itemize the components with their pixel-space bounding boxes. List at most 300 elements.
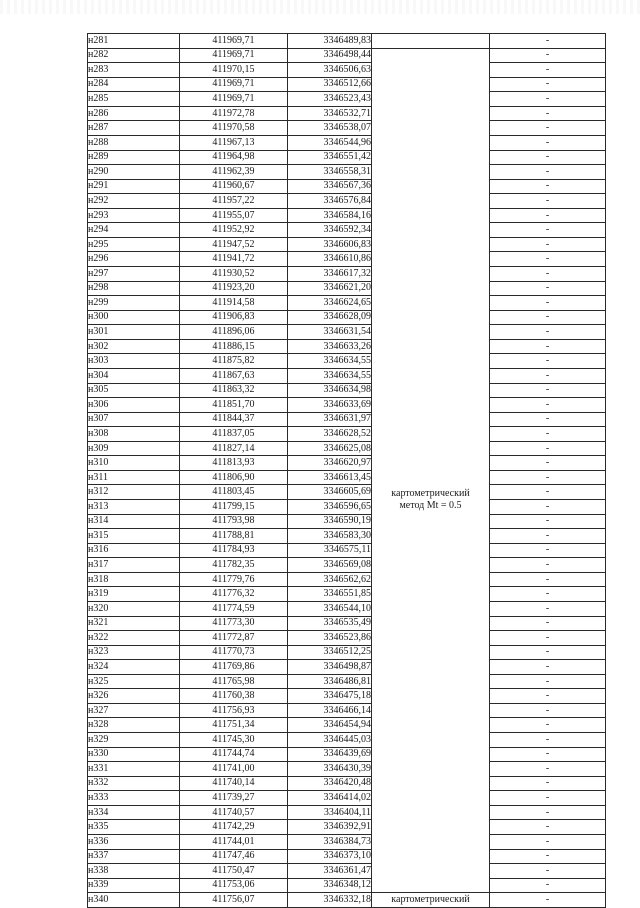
dash-cell: - bbox=[490, 820, 606, 835]
table-row bbox=[88, 92, 606, 107]
table-row bbox=[88, 325, 606, 340]
point-id-cell: н284 bbox=[88, 77, 180, 92]
dash-cell: - bbox=[490, 878, 606, 893]
dash-cell: - bbox=[490, 893, 606, 908]
y-coordinate-cell: 3346583,30 bbox=[288, 529, 372, 544]
dash-cell: - bbox=[490, 77, 606, 92]
point-id-cell: н336 bbox=[88, 834, 180, 849]
dash-cell: - bbox=[490, 383, 606, 398]
point-id-cell: н339 bbox=[88, 878, 180, 893]
dash-cell: - bbox=[490, 805, 606, 820]
point-id-cell: н291 bbox=[88, 179, 180, 194]
table-row bbox=[88, 776, 606, 791]
y-coordinate-cell: 3346348,12 bbox=[288, 878, 372, 893]
point-id-cell: н283 bbox=[88, 63, 180, 78]
point-id-cell: н308 bbox=[88, 427, 180, 442]
x-coordinate-cell: 411799,15 bbox=[180, 500, 288, 515]
y-coordinate-cell: 3346498,44 bbox=[288, 48, 372, 63]
table-row bbox=[88, 587, 606, 602]
point-id-cell: н303 bbox=[88, 354, 180, 369]
point-id-cell: н326 bbox=[88, 689, 180, 704]
dash-cell: - bbox=[490, 92, 606, 107]
y-coordinate-cell: 3346633,69 bbox=[288, 398, 372, 413]
table-row bbox=[88, 296, 606, 311]
table-row bbox=[88, 660, 606, 675]
table-row bbox=[88, 456, 606, 471]
point-id-cell: н289 bbox=[88, 150, 180, 165]
table-row bbox=[88, 864, 606, 879]
y-coordinate-cell: 3346439,69 bbox=[288, 747, 372, 762]
table-row bbox=[88, 689, 606, 704]
table-row bbox=[88, 281, 606, 296]
point-id-cell: н305 bbox=[88, 383, 180, 398]
x-coordinate-cell: 411941,72 bbox=[180, 252, 288, 267]
y-coordinate-cell: 3346617,32 bbox=[288, 267, 372, 282]
y-coordinate-cell: 3346384,73 bbox=[288, 834, 372, 849]
table-row bbox=[88, 34, 606, 49]
point-id-cell: н298 bbox=[88, 281, 180, 296]
y-coordinate-cell: 3346634,55 bbox=[288, 354, 372, 369]
table-row bbox=[88, 63, 606, 78]
x-coordinate-cell: 411851,70 bbox=[180, 398, 288, 413]
table-row bbox=[88, 237, 606, 252]
x-coordinate-cell: 411970,15 bbox=[180, 63, 288, 78]
y-coordinate-cell: 3346475,18 bbox=[288, 689, 372, 704]
table-row bbox=[88, 223, 606, 238]
point-id-cell: н304 bbox=[88, 368, 180, 383]
y-coordinate-cell: 3346567,36 bbox=[288, 179, 372, 194]
x-coordinate-cell: 411930,52 bbox=[180, 267, 288, 282]
table-row bbox=[88, 368, 606, 383]
table-row bbox=[88, 514, 606, 529]
dash-cell: - bbox=[490, 834, 606, 849]
y-coordinate-cell: 3346628,52 bbox=[288, 427, 372, 442]
y-coordinate-cell: 3346624,65 bbox=[288, 296, 372, 311]
table-row bbox=[88, 135, 606, 150]
point-id-cell: н330 bbox=[88, 747, 180, 762]
point-id-cell: н327 bbox=[88, 703, 180, 718]
table-row bbox=[88, 165, 606, 180]
table-row bbox=[88, 543, 606, 558]
table-row bbox=[88, 427, 606, 442]
x-coordinate-cell: 411923,20 bbox=[180, 281, 288, 296]
dash-cell: - bbox=[490, 762, 606, 777]
y-coordinate-cell: 3346625,08 bbox=[288, 441, 372, 456]
y-coordinate-cell: 3346551,42 bbox=[288, 150, 372, 165]
x-coordinate-cell: 411770,73 bbox=[180, 645, 288, 660]
dash-cell: - bbox=[490, 208, 606, 223]
x-coordinate-cell: 411967,13 bbox=[180, 135, 288, 150]
y-coordinate-cell: 3346489,83 bbox=[288, 34, 372, 49]
x-coordinate-cell: 411803,45 bbox=[180, 485, 288, 500]
x-coordinate-cell: 411969,71 bbox=[180, 92, 288, 107]
point-id-cell: н306 bbox=[88, 398, 180, 413]
dash-cell: - bbox=[490, 368, 606, 383]
y-coordinate-cell: 3346562,62 bbox=[288, 572, 372, 587]
y-coordinate-cell: 3346361,47 bbox=[288, 864, 372, 879]
table-row bbox=[88, 267, 606, 282]
y-coordinate-cell: 3346506,63 bbox=[288, 63, 372, 78]
table-row bbox=[88, 106, 606, 121]
dash-cell: - bbox=[490, 252, 606, 267]
y-coordinate-cell: 3346631,97 bbox=[288, 412, 372, 427]
x-coordinate-cell: 411751,34 bbox=[180, 718, 288, 733]
point-id-cell: н281 bbox=[88, 34, 180, 49]
point-id-cell: н335 bbox=[88, 820, 180, 835]
point-id-cell: н317 bbox=[88, 558, 180, 573]
method-line-2: метод Mt = 0.5 bbox=[399, 500, 462, 512]
dash-cell: - bbox=[490, 354, 606, 369]
point-id-cell: н312 bbox=[88, 485, 180, 500]
x-coordinate-cell: 411960,67 bbox=[180, 179, 288, 194]
x-coordinate-cell: 411957,22 bbox=[180, 194, 288, 209]
point-id-cell: н294 bbox=[88, 223, 180, 238]
x-coordinate-cell: 411779,76 bbox=[180, 572, 288, 587]
y-coordinate-cell: 3346454,94 bbox=[288, 718, 372, 733]
y-coordinate-cell: 3346621,20 bbox=[288, 281, 372, 296]
table-row bbox=[88, 805, 606, 820]
y-coordinate-cell: 3346466,14 bbox=[288, 703, 372, 718]
table-row bbox=[88, 834, 606, 849]
x-coordinate-cell: 411739,27 bbox=[180, 791, 288, 806]
y-coordinate-cell: 3346373,10 bbox=[288, 849, 372, 864]
x-coordinate-cell: 411772,87 bbox=[180, 631, 288, 646]
table-row bbox=[88, 820, 606, 835]
x-coordinate-cell: 411750,47 bbox=[180, 864, 288, 879]
point-id-cell: н301 bbox=[88, 325, 180, 340]
point-id-cell: н322 bbox=[88, 631, 180, 646]
x-coordinate-cell: 411886,15 bbox=[180, 339, 288, 354]
point-id-cell: н288 bbox=[88, 135, 180, 150]
y-coordinate-cell: 3346523,86 bbox=[288, 631, 372, 646]
point-id-cell: н300 bbox=[88, 310, 180, 325]
point-id-cell: н299 bbox=[88, 296, 180, 311]
x-coordinate-cell: 411896,06 bbox=[180, 325, 288, 340]
dash-cell: - bbox=[490, 529, 606, 544]
table-row bbox=[88, 470, 606, 485]
y-coordinate-cell: 3346551,85 bbox=[288, 587, 372, 602]
dash-cell: - bbox=[490, 179, 606, 194]
dash-cell: - bbox=[490, 543, 606, 558]
point-id-cell: н316 bbox=[88, 543, 180, 558]
x-coordinate-cell: 411753,06 bbox=[180, 878, 288, 893]
x-coordinate-cell: 411740,57 bbox=[180, 805, 288, 820]
dash-cell: - bbox=[490, 106, 606, 121]
table-row bbox=[88, 893, 606, 908]
y-coordinate-cell: 3346512,66 bbox=[288, 77, 372, 92]
point-id-cell: н315 bbox=[88, 529, 180, 544]
x-coordinate-cell: 411806,90 bbox=[180, 470, 288, 485]
point-id-cell: н332 bbox=[88, 776, 180, 791]
dash-cell: - bbox=[490, 441, 606, 456]
table-row bbox=[88, 354, 606, 369]
dash-cell: - bbox=[490, 660, 606, 675]
y-coordinate-cell: 3346610,86 bbox=[288, 252, 372, 267]
point-id-cell: н282 bbox=[88, 48, 180, 63]
table-row bbox=[88, 150, 606, 165]
y-coordinate-cell: 3346576,84 bbox=[288, 194, 372, 209]
dash-cell: - bbox=[490, 456, 606, 471]
y-coordinate-cell: 3346420,48 bbox=[288, 776, 372, 791]
y-coordinate-cell: 3346512,25 bbox=[288, 645, 372, 660]
y-coordinate-cell: 3346575,11 bbox=[288, 543, 372, 558]
method-cell-last: картометрический bbox=[372, 893, 490, 908]
x-coordinate-cell: 411906,83 bbox=[180, 310, 288, 325]
dash-cell: - bbox=[490, 689, 606, 704]
x-coordinate-cell: 411813,93 bbox=[180, 456, 288, 471]
x-coordinate-cell: 411765,98 bbox=[180, 674, 288, 689]
dash-cell: - bbox=[490, 558, 606, 573]
table-row bbox=[88, 529, 606, 544]
x-coordinate-cell: 411955,07 bbox=[180, 208, 288, 223]
table-row bbox=[88, 500, 606, 515]
point-id-cell: н323 bbox=[88, 645, 180, 660]
point-id-cell: н328 bbox=[88, 718, 180, 733]
x-coordinate-cell: 411947,52 bbox=[180, 237, 288, 252]
point-id-cell: н286 bbox=[88, 106, 180, 121]
table-row bbox=[88, 441, 606, 456]
x-coordinate-cell: 411837,05 bbox=[180, 427, 288, 442]
dash-cell: - bbox=[490, 674, 606, 689]
dash-cell: - bbox=[490, 237, 606, 252]
x-coordinate-cell: 411827,14 bbox=[180, 441, 288, 456]
x-coordinate-cell: 411747,46 bbox=[180, 849, 288, 864]
dash-cell: - bbox=[490, 398, 606, 413]
table-row bbox=[88, 762, 606, 777]
table-row bbox=[88, 733, 606, 748]
x-coordinate-cell: 411969,71 bbox=[180, 48, 288, 63]
point-id-cell: н329 bbox=[88, 733, 180, 748]
table-row bbox=[88, 718, 606, 733]
y-coordinate-cell: 3346445,03 bbox=[288, 733, 372, 748]
point-id-cell: н318 bbox=[88, 572, 180, 587]
x-coordinate-cell: 411914,58 bbox=[180, 296, 288, 311]
y-coordinate-cell: 3346606,83 bbox=[288, 237, 372, 252]
point-id-cell: н321 bbox=[88, 616, 180, 631]
dash-cell: - bbox=[490, 849, 606, 864]
point-id-cell: н324 bbox=[88, 660, 180, 675]
y-coordinate-cell: 3346634,55 bbox=[288, 368, 372, 383]
y-coordinate-cell: 3346544,96 bbox=[288, 135, 372, 150]
point-id-cell: н292 bbox=[88, 194, 180, 209]
y-coordinate-cell: 3346613,45 bbox=[288, 470, 372, 485]
table-row bbox=[88, 310, 606, 325]
point-id-cell: н295 bbox=[88, 237, 180, 252]
point-id-cell: н320 bbox=[88, 601, 180, 616]
y-coordinate-cell: 3346498,87 bbox=[288, 660, 372, 675]
dash-cell: - bbox=[490, 325, 606, 340]
y-coordinate-cell: 3346631,54 bbox=[288, 325, 372, 340]
dash-cell: - bbox=[490, 514, 606, 529]
x-coordinate-cell: 411970,58 bbox=[180, 121, 288, 136]
dash-cell: - bbox=[490, 310, 606, 325]
x-coordinate-cell: 411740,14 bbox=[180, 776, 288, 791]
table-row bbox=[88, 572, 606, 587]
table-row bbox=[88, 878, 606, 893]
dash-cell: - bbox=[490, 339, 606, 354]
point-id-cell: н302 bbox=[88, 339, 180, 354]
x-coordinate-cell: 411741,00 bbox=[180, 762, 288, 777]
point-id-cell: н290 bbox=[88, 165, 180, 180]
table-row bbox=[88, 194, 606, 209]
point-id-cell: н287 bbox=[88, 121, 180, 136]
table-row bbox=[88, 645, 606, 660]
point-id-cell: н296 bbox=[88, 252, 180, 267]
y-coordinate-cell: 3346544,10 bbox=[288, 601, 372, 616]
point-id-cell: н314 bbox=[88, 514, 180, 529]
x-coordinate-cell: 411793,98 bbox=[180, 514, 288, 529]
y-coordinate-cell: 3346535,49 bbox=[288, 616, 372, 631]
dash-cell: - bbox=[490, 864, 606, 879]
table-row bbox=[88, 121, 606, 136]
table-row bbox=[88, 616, 606, 631]
table-row bbox=[88, 558, 606, 573]
x-coordinate-cell: 411972,78 bbox=[180, 106, 288, 121]
scan-edge-noise bbox=[0, 0, 640, 14]
table-row bbox=[88, 179, 606, 194]
dash-cell: - bbox=[490, 427, 606, 442]
dash-cell: - bbox=[490, 616, 606, 631]
x-coordinate-cell: 411745,30 bbox=[180, 733, 288, 748]
x-coordinate-cell: 411969,71 bbox=[180, 77, 288, 92]
x-coordinate-cell: 411756,07 bbox=[180, 893, 288, 908]
dash-cell: - bbox=[490, 791, 606, 806]
dash-cell: - bbox=[490, 281, 606, 296]
table-row bbox=[88, 747, 606, 762]
y-coordinate-cell: 3346605,69 bbox=[288, 485, 372, 500]
table-row bbox=[88, 208, 606, 223]
y-coordinate-cell: 3346620,97 bbox=[288, 456, 372, 471]
y-coordinate-cell: 3346590,19 bbox=[288, 514, 372, 529]
point-id-cell: н310 bbox=[88, 456, 180, 471]
y-coordinate-cell: 3346486,81 bbox=[288, 674, 372, 689]
dash-cell: - bbox=[490, 223, 606, 238]
y-coordinate-cell: 3346592,34 bbox=[288, 223, 372, 238]
dash-cell: - bbox=[490, 296, 606, 311]
coordinates-table-body bbox=[88, 34, 606, 908]
y-coordinate-cell: 3346634,98 bbox=[288, 383, 372, 398]
point-id-cell: н331 bbox=[88, 762, 180, 777]
y-coordinate-cell: 3346414,02 bbox=[288, 791, 372, 806]
dash-cell: - bbox=[490, 121, 606, 136]
dash-cell: - bbox=[490, 587, 606, 602]
table-row bbox=[88, 339, 606, 354]
y-coordinate-cell: 3346404,11 bbox=[288, 805, 372, 820]
point-id-cell: н309 bbox=[88, 441, 180, 456]
y-coordinate-cell: 3346523,43 bbox=[288, 92, 372, 107]
dash-cell: - bbox=[490, 645, 606, 660]
table-row bbox=[88, 485, 606, 500]
table-row bbox=[88, 703, 606, 718]
point-id-cell: н285 bbox=[88, 92, 180, 107]
y-coordinate-cell: 3346596,65 bbox=[288, 500, 372, 515]
coordinates-table bbox=[87, 33, 606, 908]
x-coordinate-cell: 411844,37 bbox=[180, 412, 288, 427]
dash-cell: - bbox=[490, 470, 606, 485]
point-id-cell: н333 bbox=[88, 791, 180, 806]
table-row bbox=[88, 849, 606, 864]
point-id-cell: н297 bbox=[88, 267, 180, 282]
dash-cell: - bbox=[490, 631, 606, 646]
table-row bbox=[88, 412, 606, 427]
dash-cell: - bbox=[490, 135, 606, 150]
point-id-cell: н293 bbox=[88, 208, 180, 223]
y-coordinate-cell: 3346430,39 bbox=[288, 762, 372, 777]
y-coordinate-cell: 3346332,18 bbox=[288, 893, 372, 908]
point-id-cell: н325 bbox=[88, 674, 180, 689]
x-coordinate-cell: 411952,92 bbox=[180, 223, 288, 238]
dash-cell: - bbox=[490, 601, 606, 616]
table-row bbox=[88, 601, 606, 616]
method-cell-merged bbox=[372, 48, 490, 893]
x-coordinate-cell: 411744,01 bbox=[180, 834, 288, 849]
x-coordinate-cell: 411769,86 bbox=[180, 660, 288, 675]
point-id-cell: н337 bbox=[88, 849, 180, 864]
dash-cell: - bbox=[490, 48, 606, 63]
x-coordinate-cell: 411788,81 bbox=[180, 529, 288, 544]
dash-cell: - bbox=[490, 194, 606, 209]
dash-cell: - bbox=[490, 733, 606, 748]
x-coordinate-cell: 411875,82 bbox=[180, 354, 288, 369]
dash-cell: - bbox=[490, 34, 606, 49]
x-coordinate-cell: 411744,74 bbox=[180, 747, 288, 762]
x-coordinate-cell: 411962,39 bbox=[180, 165, 288, 180]
y-coordinate-cell: 3346532,71 bbox=[288, 106, 372, 121]
x-coordinate-cell: 411969,71 bbox=[180, 34, 288, 49]
point-id-cell: н319 bbox=[88, 587, 180, 602]
y-coordinate-cell: 3346633,26 bbox=[288, 339, 372, 354]
dash-cell: - bbox=[490, 718, 606, 733]
table-row bbox=[88, 252, 606, 267]
x-coordinate-cell: 411756,93 bbox=[180, 703, 288, 718]
dash-cell: - bbox=[490, 500, 606, 515]
x-coordinate-cell: 411760,38 bbox=[180, 689, 288, 704]
dash-cell: - bbox=[490, 165, 606, 180]
point-id-cell: н334 bbox=[88, 805, 180, 820]
table-row bbox=[88, 631, 606, 646]
point-id-cell: н311 bbox=[88, 470, 180, 485]
table-row bbox=[88, 383, 606, 398]
x-coordinate-cell: 411742,29 bbox=[180, 820, 288, 835]
y-coordinate-cell: 3346569,08 bbox=[288, 558, 372, 573]
x-coordinate-cell: 411776,32 bbox=[180, 587, 288, 602]
x-coordinate-cell: 411863,32 bbox=[180, 383, 288, 398]
y-coordinate-cell: 3346584,16 bbox=[288, 208, 372, 223]
x-coordinate-cell: 411867,63 bbox=[180, 368, 288, 383]
y-coordinate-cell: 3346628,09 bbox=[288, 310, 372, 325]
x-coordinate-cell: 411964,98 bbox=[180, 150, 288, 165]
dash-cell: - bbox=[490, 412, 606, 427]
y-coordinate-cell: 3346392,91 bbox=[288, 820, 372, 835]
table-row bbox=[88, 48, 606, 63]
table-row bbox=[88, 791, 606, 806]
table-row bbox=[88, 674, 606, 689]
dash-cell: - bbox=[490, 150, 606, 165]
dash-cell: - bbox=[490, 572, 606, 587]
y-coordinate-cell: 3346558,31 bbox=[288, 165, 372, 180]
dash-cell: - bbox=[490, 703, 606, 718]
point-id-cell: н340 bbox=[88, 893, 180, 908]
y-coordinate-cell: 3346538,07 bbox=[288, 121, 372, 136]
dash-cell: - bbox=[490, 63, 606, 78]
dash-cell: - bbox=[490, 267, 606, 282]
dash-cell: - bbox=[490, 747, 606, 762]
x-coordinate-cell: 411782,35 bbox=[180, 558, 288, 573]
point-id-cell: н313 bbox=[88, 500, 180, 515]
x-coordinate-cell: 411773,30 bbox=[180, 616, 288, 631]
table-row bbox=[88, 398, 606, 413]
dash-cell: - bbox=[490, 776, 606, 791]
